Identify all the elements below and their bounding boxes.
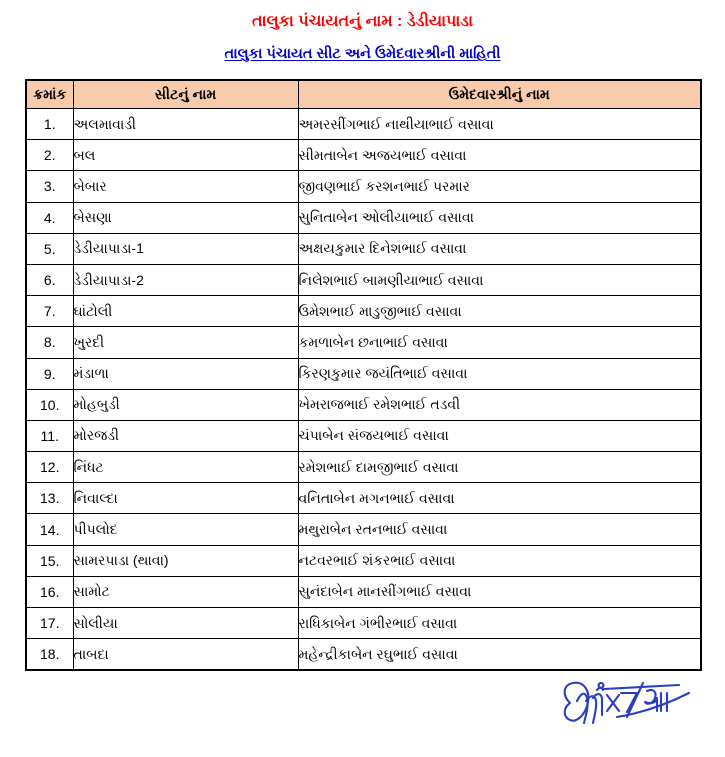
cell-serial: 3. xyxy=(26,171,73,202)
table-row xyxy=(26,171,701,202)
cell-seat-name: અલમાવાડી xyxy=(73,109,298,140)
cell-seat-name: સોલીયા xyxy=(73,608,298,639)
cell-serial: 18. xyxy=(26,639,73,671)
document-page xyxy=(0,12,725,757)
cell-seat-name: તાબદા xyxy=(73,639,298,671)
table-row xyxy=(26,483,701,514)
column-header-seat: સીટનું નામ xyxy=(73,80,298,109)
cell-serial: 13. xyxy=(26,483,73,514)
cell-serial: 14. xyxy=(26,514,73,545)
cell-candidate-name: ચંપાબેન સંજયભાઈ વસાવા xyxy=(298,420,701,451)
cell-candidate-name: કમળાબેન છનાભાઈ વસાવા xyxy=(298,327,701,358)
cell-serial: 12. xyxy=(26,452,73,483)
table-row xyxy=(26,202,701,233)
table-row xyxy=(26,296,701,327)
cell-candidate-name: મથુરાબેન રતનભાઈ વસાવા xyxy=(298,514,701,545)
page-title: તાલુકા પંચાયતનું નામ : ડેડીયાપાડા xyxy=(252,13,473,30)
cell-seat-name: નિંધટ xyxy=(73,452,298,483)
cell-serial: 15. xyxy=(26,545,73,576)
cell-candidate-name: ખેમરાજભાઈ રમેશભાઈ તડવી xyxy=(298,389,701,420)
table-row xyxy=(26,576,701,607)
cell-serial: 4. xyxy=(26,202,73,233)
cell-serial: 8. xyxy=(26,327,73,358)
cell-candidate-name: કિરણકુમાર જયંતિભાઈ વસાવા xyxy=(298,358,701,389)
cell-seat-name: બલ xyxy=(73,140,298,171)
cell-candidate-name: રમેશભાઈ દામજીભાઈ વસાવા xyxy=(298,452,701,483)
cell-seat-name: મોરજડી xyxy=(73,420,298,451)
table-header xyxy=(26,80,701,109)
cell-seat-name: સામરપાડા (થાવા) xyxy=(73,545,298,576)
table-row xyxy=(26,420,701,451)
table-row xyxy=(26,608,701,639)
seats-table-container xyxy=(25,79,700,671)
table-row xyxy=(26,327,701,358)
cell-serial: 17. xyxy=(26,608,73,639)
cell-candidate-name: નટવરભાઈ શંકરભાઈ વસાવા xyxy=(298,545,701,576)
cell-seat-name: પીપલોદ xyxy=(73,514,298,545)
table-row xyxy=(26,109,701,140)
column-header-serial: ક્રમાંક xyxy=(26,80,73,109)
seats-candidates-table xyxy=(25,79,702,671)
cell-candidate-name: સીમતાબેન અજયભાઈ વસાવા xyxy=(298,140,701,171)
cell-seat-name: ડેડીયાપાડા-1 xyxy=(73,233,298,264)
cell-serial: 1. xyxy=(26,109,73,140)
cell-seat-name: મોહબુડી xyxy=(73,389,298,420)
cell-candidate-name: જીવણભાઈ કરશનભાઈ પરમાર xyxy=(298,171,701,202)
cell-seat-name: મંડાળા xyxy=(73,358,298,389)
cell-candidate-name: રાધિકાબેન ગંભીરભાઈ વસાવા xyxy=(298,608,701,639)
table-row xyxy=(26,140,701,171)
table-row xyxy=(26,452,701,483)
cell-seat-name: બેબાર xyxy=(73,171,298,202)
cell-serial: 9. xyxy=(26,358,73,389)
page-subtitle: તાલુકા પંચાયત સીટ અને ઉમેદવારશ્રીની માહિતી xyxy=(224,46,501,62)
cell-candidate-name: વનિતાબેન મગનભાઈ વસાવા xyxy=(298,483,701,514)
cell-candidate-name: સુનંદાબેન માનસીંગભાઈ વસાવા xyxy=(298,576,701,607)
table-row xyxy=(26,639,701,671)
cell-candidate-name: અક્ષયકુમાર દિનેશભાઈ વસાવા xyxy=(298,233,701,264)
table-row xyxy=(26,264,701,295)
cell-serial: 6. xyxy=(26,264,73,295)
cell-candidate-name: ઉમેશભાઈ માડુજીભાઈ વસાવા xyxy=(298,296,701,327)
table-header-row xyxy=(26,80,701,109)
table-row xyxy=(26,545,701,576)
table-row xyxy=(26,514,701,545)
cell-seat-name: ડેડીયાપાડા-2 xyxy=(73,264,298,295)
table-row xyxy=(26,358,701,389)
cell-serial: 16. xyxy=(26,576,73,607)
cell-serial: 2. xyxy=(26,140,73,171)
cell-candidate-name: મહેન્દ્રીકાબેન રઘુભાઈ વસાવા xyxy=(298,639,701,671)
cell-seat-name: ઘાંટોલી xyxy=(73,296,298,327)
cell-candidate-name: અમરસીંગભાઈ નાથીયાભાઈ વસાવા xyxy=(298,109,701,140)
cell-serial: 10. xyxy=(26,389,73,420)
cell-seat-name: બેસણા xyxy=(73,202,298,233)
cell-candidate-name: નિલેશભાઈ બામણીયાભાઈ વસાવા xyxy=(298,264,701,295)
cell-candidate-name: સુનિતાબેન ઓલીયાભાઈ વસાવા xyxy=(298,202,701,233)
cell-seat-name: સામોટ xyxy=(73,576,298,607)
cell-serial: 7. xyxy=(26,296,73,327)
column-header-candidate: ઉમેદવારશ્રીનું નામ xyxy=(298,80,701,109)
table-row xyxy=(26,389,701,420)
table-row xyxy=(26,233,701,264)
cell-serial: 5. xyxy=(26,233,73,264)
signature-mark xyxy=(557,671,707,739)
cell-seat-name: નિવાલ્દા xyxy=(73,483,298,514)
cell-serial: 11. xyxy=(26,420,73,451)
table-body xyxy=(26,109,701,671)
cell-seat-name: ખુરદી xyxy=(73,327,298,358)
